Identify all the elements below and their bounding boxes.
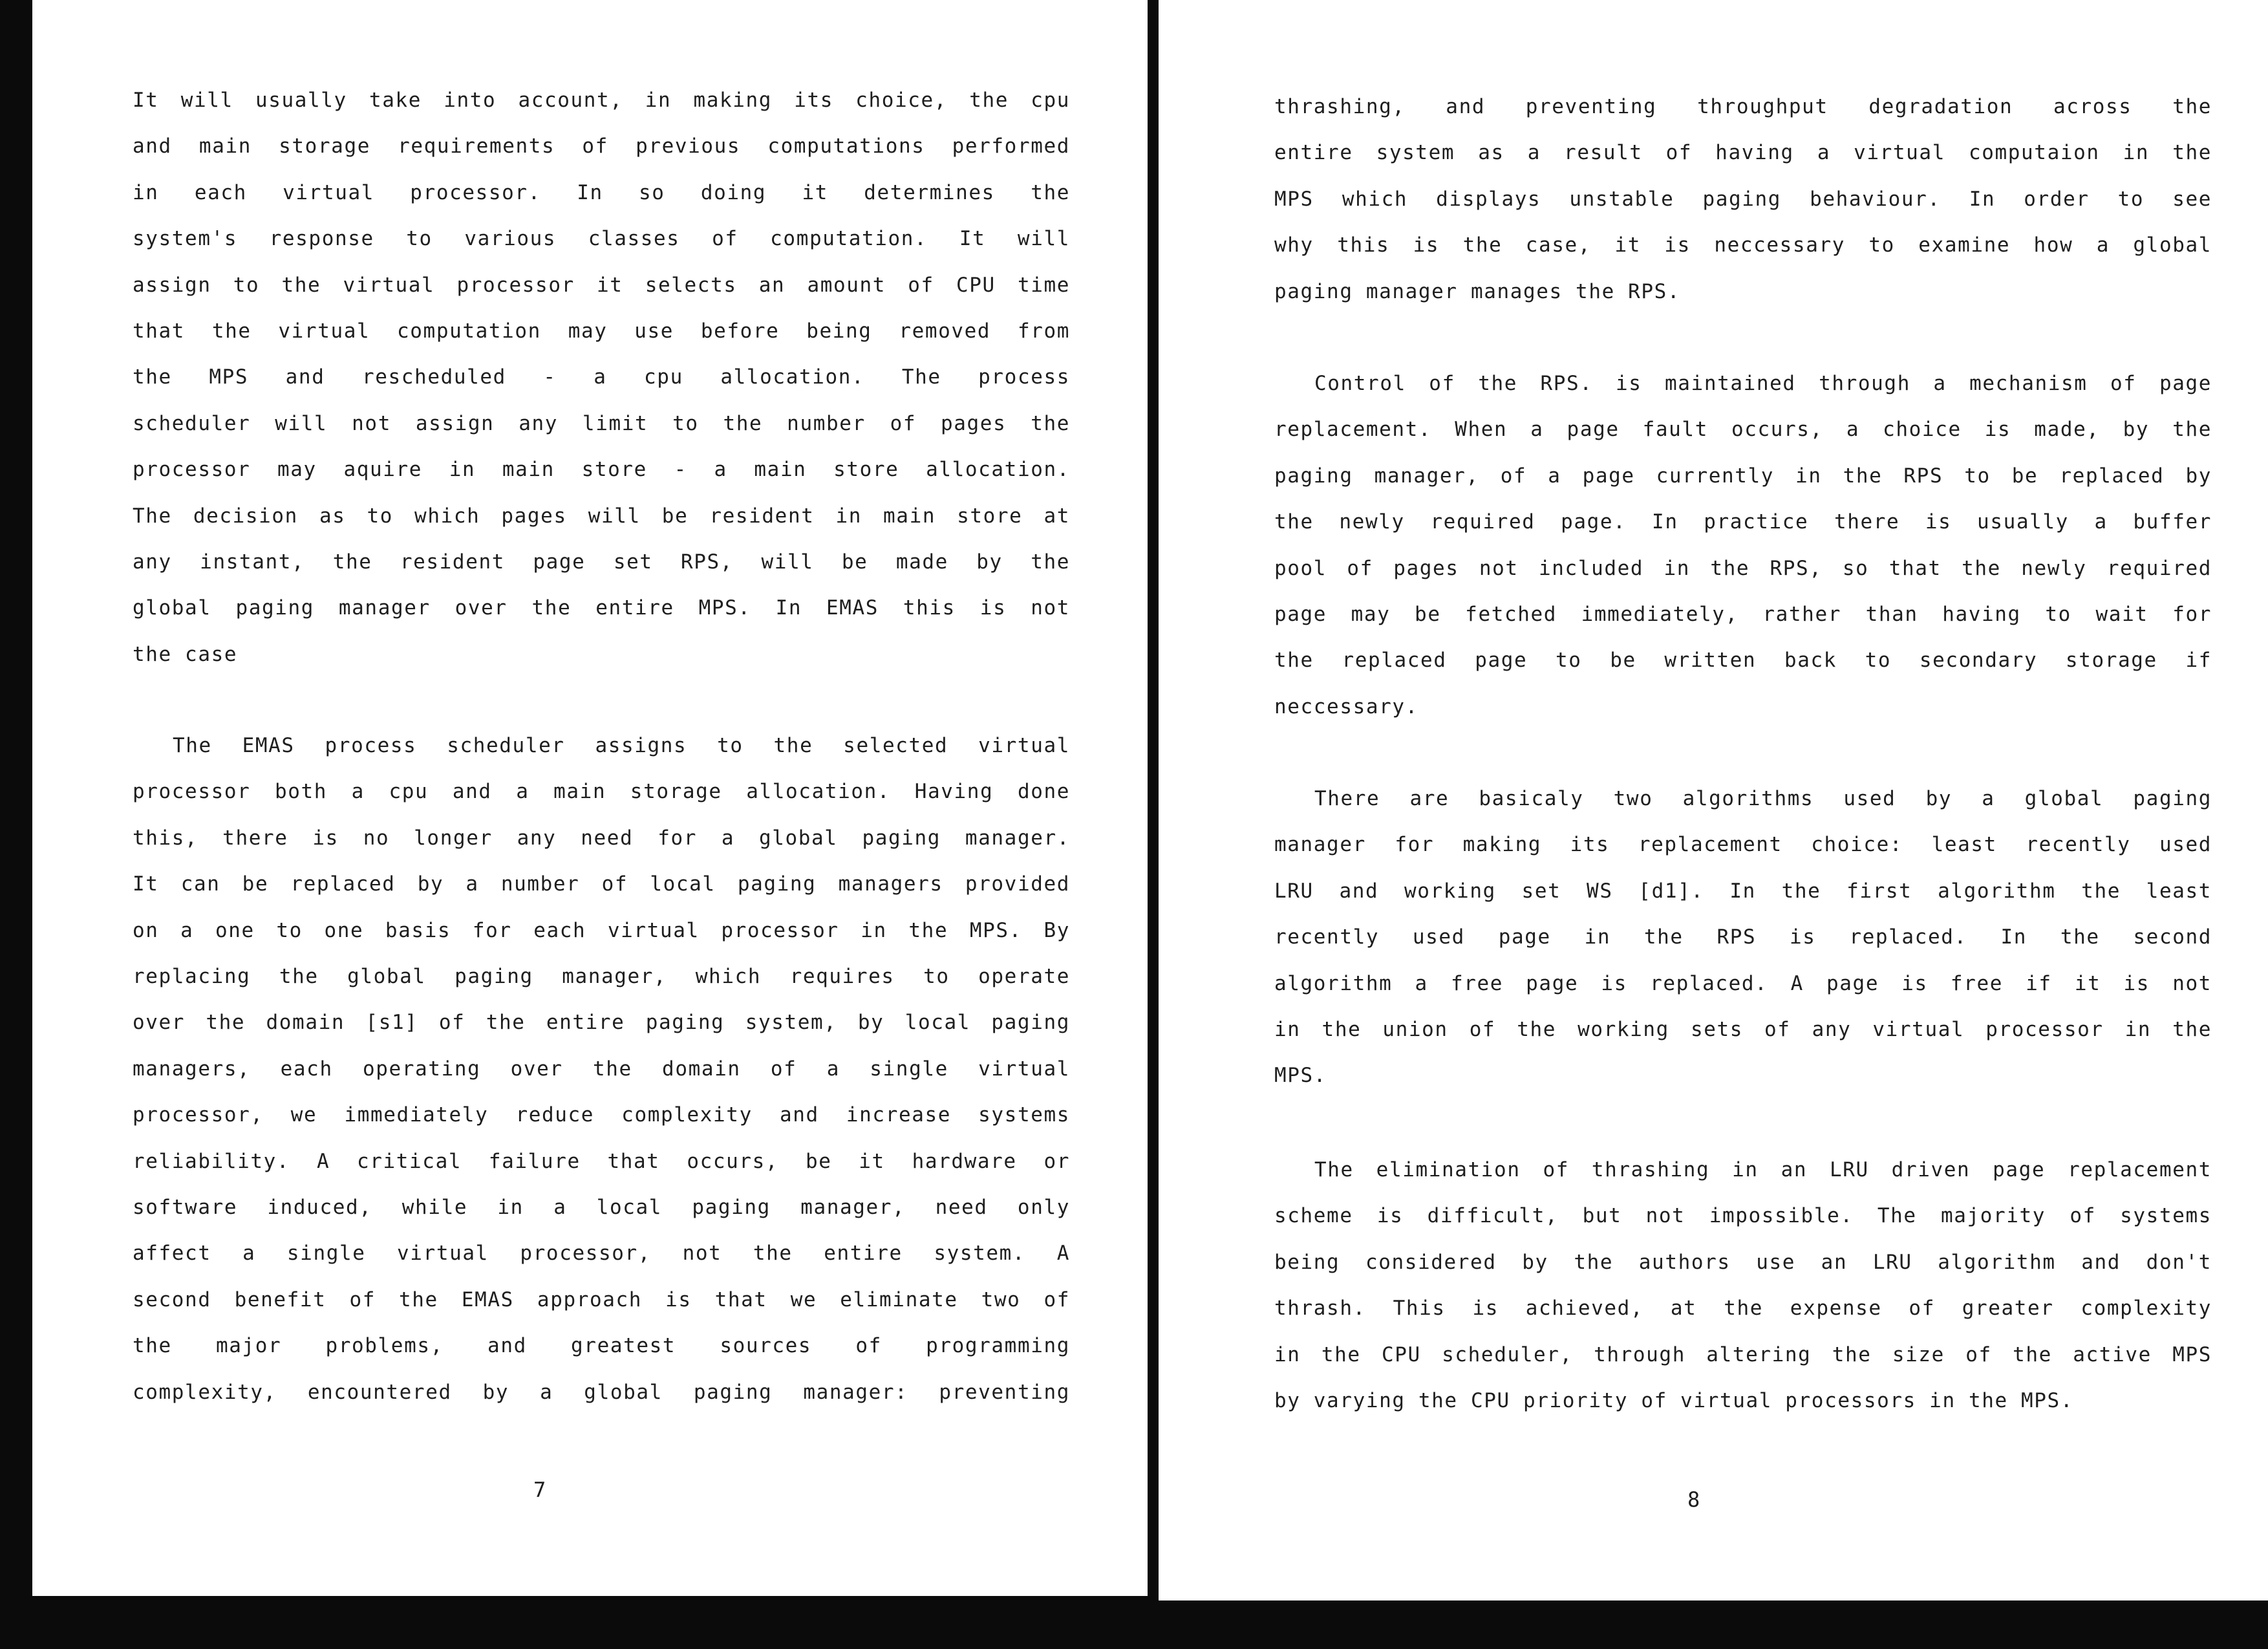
text-line: in the CPU scheduler, through altering the size of the active MPS (1274, 1342, 2212, 1366)
text-line: The elimination of thrashing in an LRU driven page replacement (1314, 1158, 2212, 1181)
page-number: 7 (533, 1478, 546, 1502)
text-line: over the domain [s1] of the entire paging system, by local paging (133, 1011, 1070, 1035)
text-line: in the union of the working sets of any virtual processor in the (1274, 1018, 2212, 1041)
text-line: the major problems, and greatest sources of programming (133, 1334, 1070, 1358)
text-line: the replaced page to be written back to secondary storage if (1274, 649, 2212, 673)
text-line: It will usually take into account, in making its choice, the cpu (133, 89, 1070, 112)
text-line: that the virtual computation may use before being removed from (133, 319, 1070, 343)
text-line: any instant, the resident page set RPS, will be made by the (133, 550, 1070, 574)
text-line: pool of pages not included in the RPS, so that the newly required (1274, 556, 2212, 580)
text-line: complexity, encountered by a global paging manager: preventing (133, 1380, 1070, 1404)
text-line: reliability. A critical failure that occurs, be it hardware or (133, 1149, 1070, 1173)
text-line: thrashing, and preventing throughput degradation across the (1274, 95, 2212, 118)
text-line: recently used page in the RPS is replaced. In the second (1274, 925, 2212, 949)
text-line: The decision as to which pages will be resident in main store at (133, 504, 1070, 528)
text-line: paging manager, of a page currently in the RPS to be replaced by (1274, 464, 2212, 488)
text-line: on a one to one basis for each virtual processor in the MPS. By (133, 918, 1070, 942)
text-line: LRU and working set WS [d1]. In the first algorithm the least (1274, 879, 2212, 903)
text-line: managers, each operating over the domain of a single virtual (133, 1057, 1070, 1081)
text-line: algorithm a free page is replaced. A page is free if it is not (1274, 971, 2212, 995)
text-line: paging manager manages the RPS. (1274, 279, 1681, 303)
text-line: system's response to various classes of computation. It will (133, 227, 1070, 251)
text-line: processor may aquire in main store - a main store allocation. (133, 458, 1070, 482)
text-line: neccessary. (1274, 695, 1418, 718)
text-line: by varying the CPU priority of virtual processors in the MPS. (1274, 1389, 2074, 1412)
text-line: MPS which displays unstable paging behaviour. In order to see (1274, 187, 2212, 211)
left-page (32, 0, 1148, 1596)
text-line: this, there is no longer any need for a global paging manager. (133, 826, 1070, 850)
text-line: in each virtual processor. In so doing it determines the (133, 180, 1070, 204)
text-line: why this is the case, it is neccessary to examine how a global (1274, 233, 2212, 257)
right-page (1159, 0, 2268, 1600)
text-line: being considered by the authors use an LRU algorithm and don't (1274, 1250, 2212, 1274)
text-line: scheduler will not assign any limit to the number of pages the (133, 411, 1070, 435)
text-line: software induced, while in a local paging manager, need only (133, 1196, 1070, 1219)
text-line: the newly required page. In practice there is usually a buffer (1274, 510, 2212, 534)
text-line: page may be fetched immediately, rather than having to wait for (1274, 603, 2212, 626)
text-line: assign to the virtual processor it selects an amount of CPU time (133, 273, 1070, 297)
text-line: second benefit of the EMAS approach is that we eliminate two of (133, 1288, 1070, 1311)
text-line: Control of the RPS. is maintained through a mechanism of page (1314, 372, 2212, 395)
text-line: replacing the global paging manager, which requires to operate (133, 965, 1070, 988)
text-line: thrash. This is achieved, at the expense of greater complexity (1274, 1297, 2212, 1320)
text-line: and main storage requirements of previous computations performed (133, 135, 1070, 158)
text-line: It can be replaced by a number of local paging managers provided (133, 872, 1070, 896)
text-line: the MPS and rescheduled - a cpu allocation. The process (133, 365, 1070, 389)
text-line: processor both a cpu and a main storage allocation. Having done (133, 780, 1070, 804)
text-line: The EMAS process scheduler assigns to the selected virtual (173, 734, 1070, 757)
text-line: processor, we immediately reduce complexity and increase systems (133, 1103, 1070, 1127)
text-line: global paging manager over the entire MPS. In EMAS this is not (133, 596, 1070, 620)
text-line: MPS. (1274, 1064, 1327, 1088)
text-line: entire system as a result of having a virtual computaion in the (1274, 141, 2212, 165)
text-line: affect a single virtual processor, not the entire system. A (133, 1242, 1070, 1266)
text-line: the case (133, 642, 238, 666)
page-number: 8 (1687, 1487, 1700, 1512)
text-line: scheme is difficult, but not impossible. The majority of systems (1274, 1204, 2212, 1228)
text-line: replacement. When a page fault occurs, a choice is made, by the (1274, 418, 2212, 442)
text-line: manager for making its replacement choice: least recently used (1274, 833, 2212, 857)
text-line: There are basicaly two algorithms used by a global paging (1314, 787, 2212, 810)
